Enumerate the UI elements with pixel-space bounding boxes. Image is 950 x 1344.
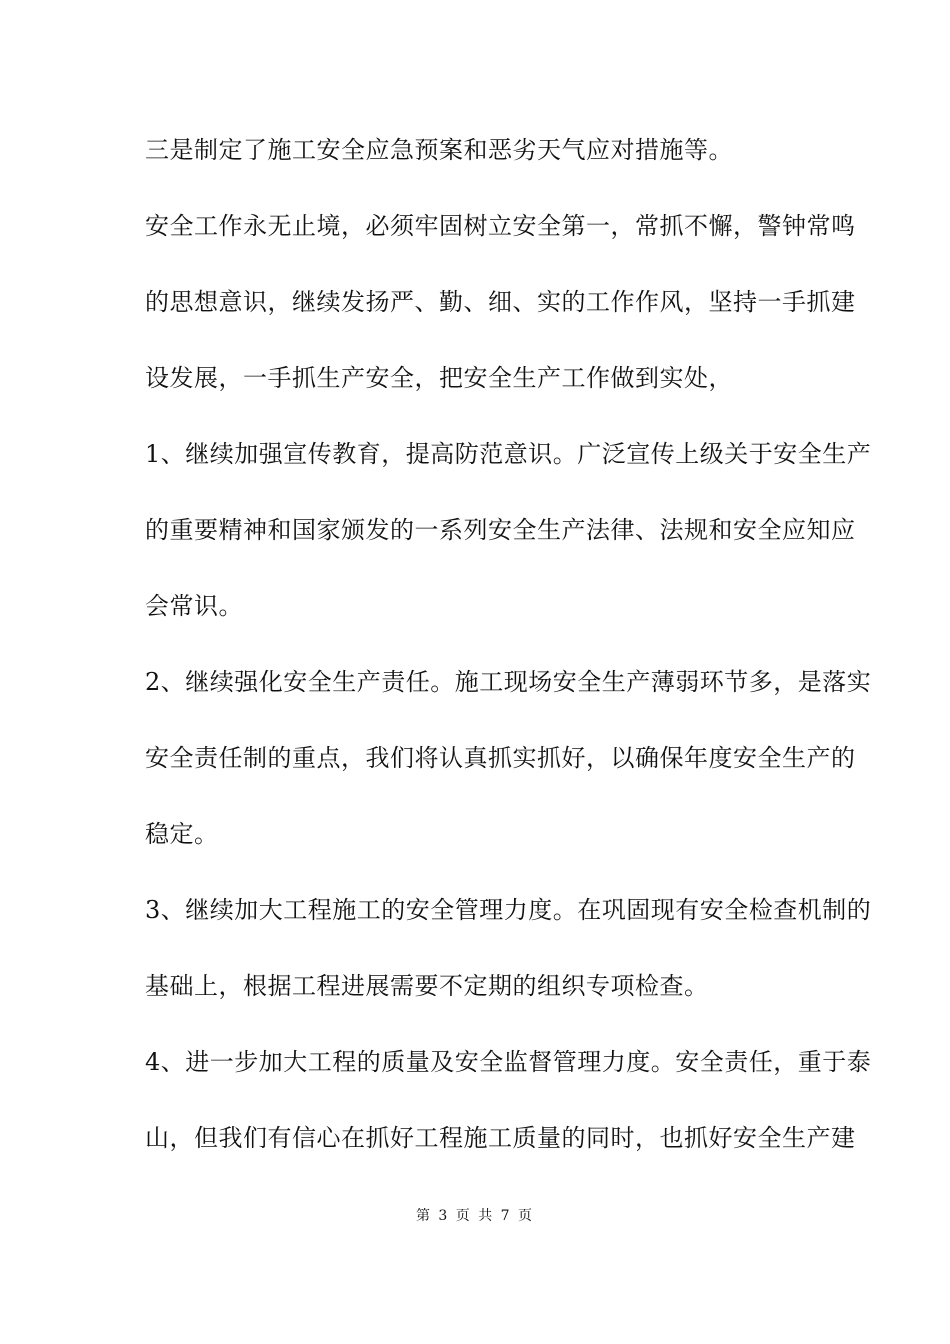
text-line: 的思想意识，继续发扬严、勤、细、实的工作作风，坚持一手抓建	[145, 288, 856, 316]
text-line: 3、继续加大工程施工的安全管理力度。在巩固现有安全检查机制的	[145, 896, 872, 924]
page-number-footer: 第 3 页 共 7 页	[415, 1208, 535, 1224]
text-line: 基础上，根据工程进展需要不定期的组织专项检查。	[145, 972, 709, 1000]
text-line: 会常识。	[145, 592, 243, 620]
text-line: 三是制定了施工安全应急预案和恶劣天气应对措施等。	[145, 136, 733, 164]
text-line: 4、进一步加大工程的质量及安全监督管理力度。安全责任，重于泰	[145, 1048, 872, 1076]
text-line: 的重要精神和国家颁发的一系列安全生产法律、法规和安全应知应	[145, 516, 856, 544]
text-line: 山，但我们有信心在抓好工程施工质量的同时，也抓好安全生产建	[145, 1124, 856, 1152]
text-line: 1、继续加强宣传教育，提高防范意识。广泛宣传上级关于安全生产	[145, 440, 872, 468]
text-line: 2、继续强化安全生产责任。施工现场安全生产薄弱环节多，是落实	[145, 668, 872, 696]
text-line: 设发展，一手抓生产安全，把安全生产工作做到实处，	[145, 364, 733, 392]
text-line: 安全责任制的重点，我们将认真抓实抓好，以确保年度安全生产的	[145, 744, 856, 772]
text-line: 稳定。	[145, 820, 219, 848]
text-line: 安全工作永无止境，必须牢固树立安全第一，常抓不懈，警钟常鸣	[145, 212, 856, 240]
